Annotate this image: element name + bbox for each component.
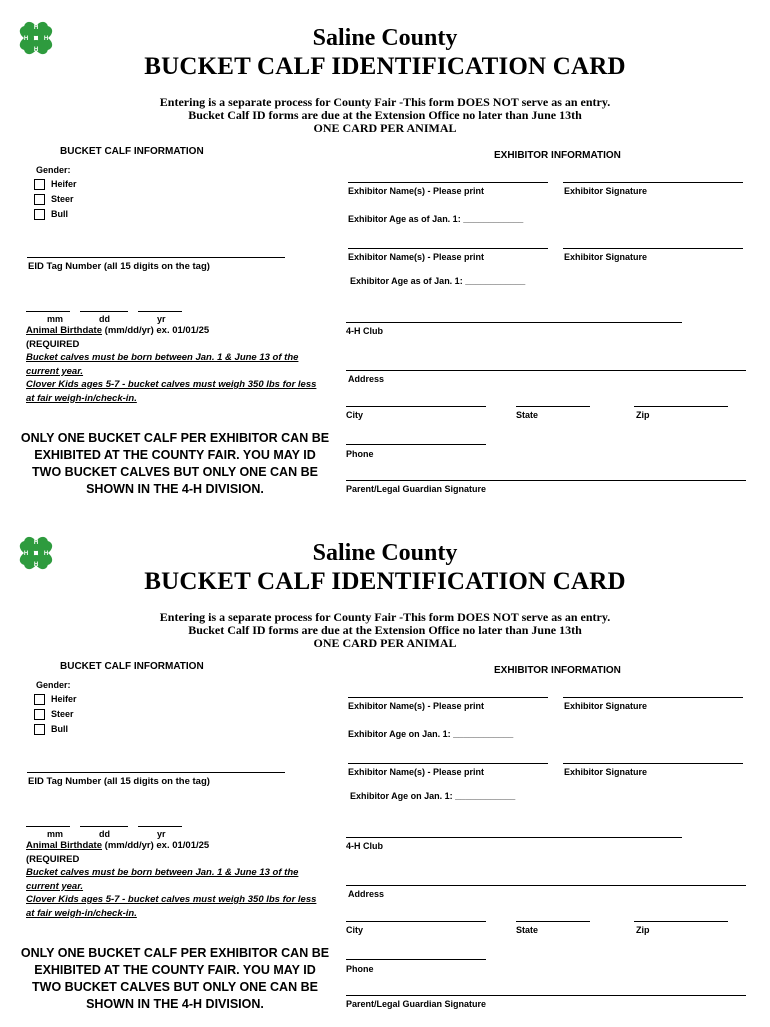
exhibitor-signature-label-2: Exhibitor Signature: [564, 767, 648, 777]
city-label: City: [346, 410, 364, 420]
gender-label: Gender:: [36, 165, 71, 175]
svg-text:H: H: [33, 562, 39, 568]
clover-note: Clover Kids ages 5-7 - bucket calves must weigh 350 lbs for less at fair weigh-in/check-in.: [26, 894, 317, 919]
required-text: (REQUIRED: [26, 338, 80, 350]
eid-line[interactable]: [27, 772, 285, 773]
heifer-label: Heifer: [51, 694, 77, 704]
exhibitor-name-line-1[interactable]: [348, 182, 548, 183]
steer-checkbox[interactable]: [34, 194, 45, 205]
gender-label: Gender:: [36, 680, 71, 690]
heifer-checkbox[interactable]: [34, 694, 45, 705]
birthdate-notes: [26, 839, 326, 920]
born-note: Bucket calves must be born between Jan. 1 & June 13 of the current year.: [26, 352, 299, 377]
birthdate-notes: [26, 324, 326, 405]
birth-dd-line[interactable]: [80, 311, 128, 312]
phone-line[interactable]: [346, 959, 486, 960]
eid-label: EID Tag Number (all 15 digits on the tag): [28, 776, 210, 787]
state-label: State: [516, 410, 539, 420]
exhibitor-section-title: EXHIBITOR INFORMATION: [494, 665, 621, 676]
date-mm-label: mm: [47, 829, 64, 839]
birthdate-format: (mm/dd/yr) ex. 01/01/25: [102, 325, 210, 336]
born-note: Bucket calves must be born between Jan. 1 & June 13 of the current year.: [26, 867, 299, 892]
birthdate-format: (mm/dd/yr) ex. 01/01/25: [102, 840, 210, 851]
exhibitor-name-line-1[interactable]: [348, 697, 548, 698]
city-line[interactable]: [346, 921, 486, 922]
svg-text:H: H: [33, 540, 39, 546]
one-calf-warning: ONLY ONE BUCKET CALF PER EXHIBITOR CAN BE EXHIBITED AT THE COUNTY FAIR. YOU MAY ID TWO BUCKET CALVES BUT ONLY ONE CAN BE SHOWN IN THE 4-H DIVISION.: [20, 946, 330, 1011]
clover-note: Clover Kids ages 5-7 - bucket calves must weigh 350 lbs for less at fair weigh-in/check-in.: [26, 379, 317, 404]
svg-text:H: H: [23, 36, 29, 42]
exhibitor-age-1[interactable]: Exhibitor Age as of Jan. 1: ____________: [348, 214, 524, 224]
state-line[interactable]: [516, 406, 590, 407]
exhibitor-name-label-1: Exhibitor Name(s) - Please print: [348, 701, 485, 711]
intro-line-2: Bucket Calf ID forms are due at the Extension Office no later than June 13th: [188, 108, 582, 122]
birth-yr-line[interactable]: [138, 826, 182, 827]
steer-label: Steer: [51, 709, 74, 719]
id-card-2: [0, 515, 770, 1027]
intro-line-2: Bucket Calf ID forms are due at the Extension Office no later than June 13th: [188, 623, 582, 637]
bull-checkbox[interactable]: [34, 209, 45, 220]
steer-checkbox[interactable]: [34, 709, 45, 720]
guardian-signature-line[interactable]: [346, 480, 746, 481]
card-title: BUCKET CALF IDENTIFICATION CARD: [144, 53, 626, 80]
guardian-label: Parent/Legal Guardian Signature: [346, 999, 487, 1009]
zip-line[interactable]: [634, 921, 728, 922]
heifer-label: Heifer: [51, 179, 77, 189]
birth-yr-line[interactable]: [138, 311, 182, 312]
exhibitor-signature-label-2: Exhibitor Signature: [564, 252, 648, 262]
exhibitor-section-title: EXHIBITOR INFORMATION: [494, 150, 621, 161]
calf-section-title: BUCKET CALF INFORMATION: [60, 146, 204, 157]
id-card-1: [0, 0, 770, 512]
exhibitor-age-1[interactable]: Exhibitor Age on Jan. 1: ____________: [348, 729, 514, 739]
club-label: 4-H Club: [346, 841, 383, 851]
exhibitor-name-label-2: Exhibitor Name(s) - Please print: [348, 252, 485, 262]
exhibitor-name-label-1: Exhibitor Name(s) - Please print: [348, 186, 485, 196]
club-line[interactable]: [346, 837, 682, 838]
intro-line-1: Entering is a separate process for County Fair -This form DOES NOT serve as an entry.: [159, 610, 611, 624]
svg-text:H: H: [43, 36, 49, 42]
club-line[interactable]: [346, 322, 682, 323]
guardian-signature-line[interactable]: [346, 995, 746, 996]
date-yr-label: yr: [157, 314, 166, 324]
required-text: (REQUIRED: [26, 853, 80, 865]
card-title: BUCKET CALF IDENTIFICATION CARD: [144, 568, 626, 595]
bull-label: Bull: [51, 209, 68, 219]
address-line[interactable]: [346, 885, 746, 886]
exhibitor-signature-line-2[interactable]: [563, 248, 743, 249]
birthdate-label: Animal Birthdate: [26, 840, 103, 851]
svg-text:H: H: [33, 47, 39, 53]
steer-label: Steer: [51, 194, 74, 204]
bull-label: Bull: [51, 724, 68, 734]
phone-label: Phone: [346, 964, 374, 974]
exhibitor-name-line-2[interactable]: [348, 248, 548, 249]
address-label: Address: [348, 374, 385, 384]
exhibitor-age-2[interactable]: Exhibitor Age as of Jan. 1: ____________: [350, 276, 526, 286]
exhibitor-signature-label-1: Exhibitor Signature: [564, 701, 648, 711]
phone-label: Phone: [346, 449, 374, 459]
zip-label: Zip: [636, 410, 650, 420]
birth-mm-line[interactable]: [26, 826, 70, 827]
date-dd-label: dd: [99, 314, 110, 324]
eid-label: EID Tag Number (all 15 digits on the tag): [28, 261, 210, 272]
svg-text:H: H: [43, 551, 49, 557]
svg-text:H: H: [23, 551, 29, 557]
birthdate-label: Animal Birthdate: [26, 325, 103, 336]
heifer-checkbox[interactable]: [34, 179, 45, 190]
one-calf-warning: ONLY ONE BUCKET CALF PER EXHIBITOR CAN BE EXHIBITED AT THE COUNTY FAIR. YOU MAY ID TWO BUCKET CALVES BUT ONLY ONE CAN BE SHOWN IN THE 4-H DIVISION.: [20, 431, 330, 496]
state-line[interactable]: [516, 921, 590, 922]
intro-line-1: Entering is a separate process for County Fair -This form DOES NOT serve as an entry.: [159, 95, 611, 109]
county-title: Saline County: [312, 25, 458, 51]
exhibitor-age-2[interactable]: Exhibitor Age on Jan. 1: ____________: [350, 791, 516, 801]
exhibitor-name-line-2[interactable]: [348, 763, 548, 764]
city-line[interactable]: [346, 406, 486, 407]
date-dd-label: dd: [99, 829, 110, 839]
zip-label: Zip: [636, 925, 650, 935]
exhibitor-signature-label-1: Exhibitor Signature: [564, 186, 648, 196]
intro-line-3: ONE CARD PER ANIMAL: [313, 121, 457, 135]
date-yr-label: yr: [157, 829, 166, 839]
club-label: 4-H Club: [346, 326, 383, 336]
exhibitor-signature-line-1[interactable]: [563, 182, 743, 183]
city-label: City: [346, 925, 364, 935]
address-label: Address: [348, 889, 385, 899]
exhibitor-name-label-2: Exhibitor Name(s) - Please print: [348, 767, 485, 777]
birth-mm-line[interactable]: [26, 311, 70, 312]
county-title: Saline County: [312, 540, 458, 566]
exhibitor-signature-line-1[interactable]: [563, 697, 743, 698]
phone-line[interactable]: [346, 444, 486, 445]
birth-dd-line[interactable]: [80, 826, 128, 827]
zip-line[interactable]: [634, 406, 728, 407]
address-line[interactable]: [346, 370, 746, 371]
guardian-label: Parent/Legal Guardian Signature: [346, 484, 487, 494]
eid-line[interactable]: [27, 257, 285, 258]
state-label: State: [516, 925, 539, 935]
svg-text:H: H: [33, 25, 39, 31]
exhibitor-signature-line-2[interactable]: [563, 763, 743, 764]
bull-checkbox[interactable]: [34, 724, 45, 735]
intro-line-3: ONE CARD PER ANIMAL: [313, 636, 457, 650]
date-mm-label: mm: [47, 314, 64, 324]
calf-section-title: BUCKET CALF INFORMATION: [60, 661, 204, 672]
